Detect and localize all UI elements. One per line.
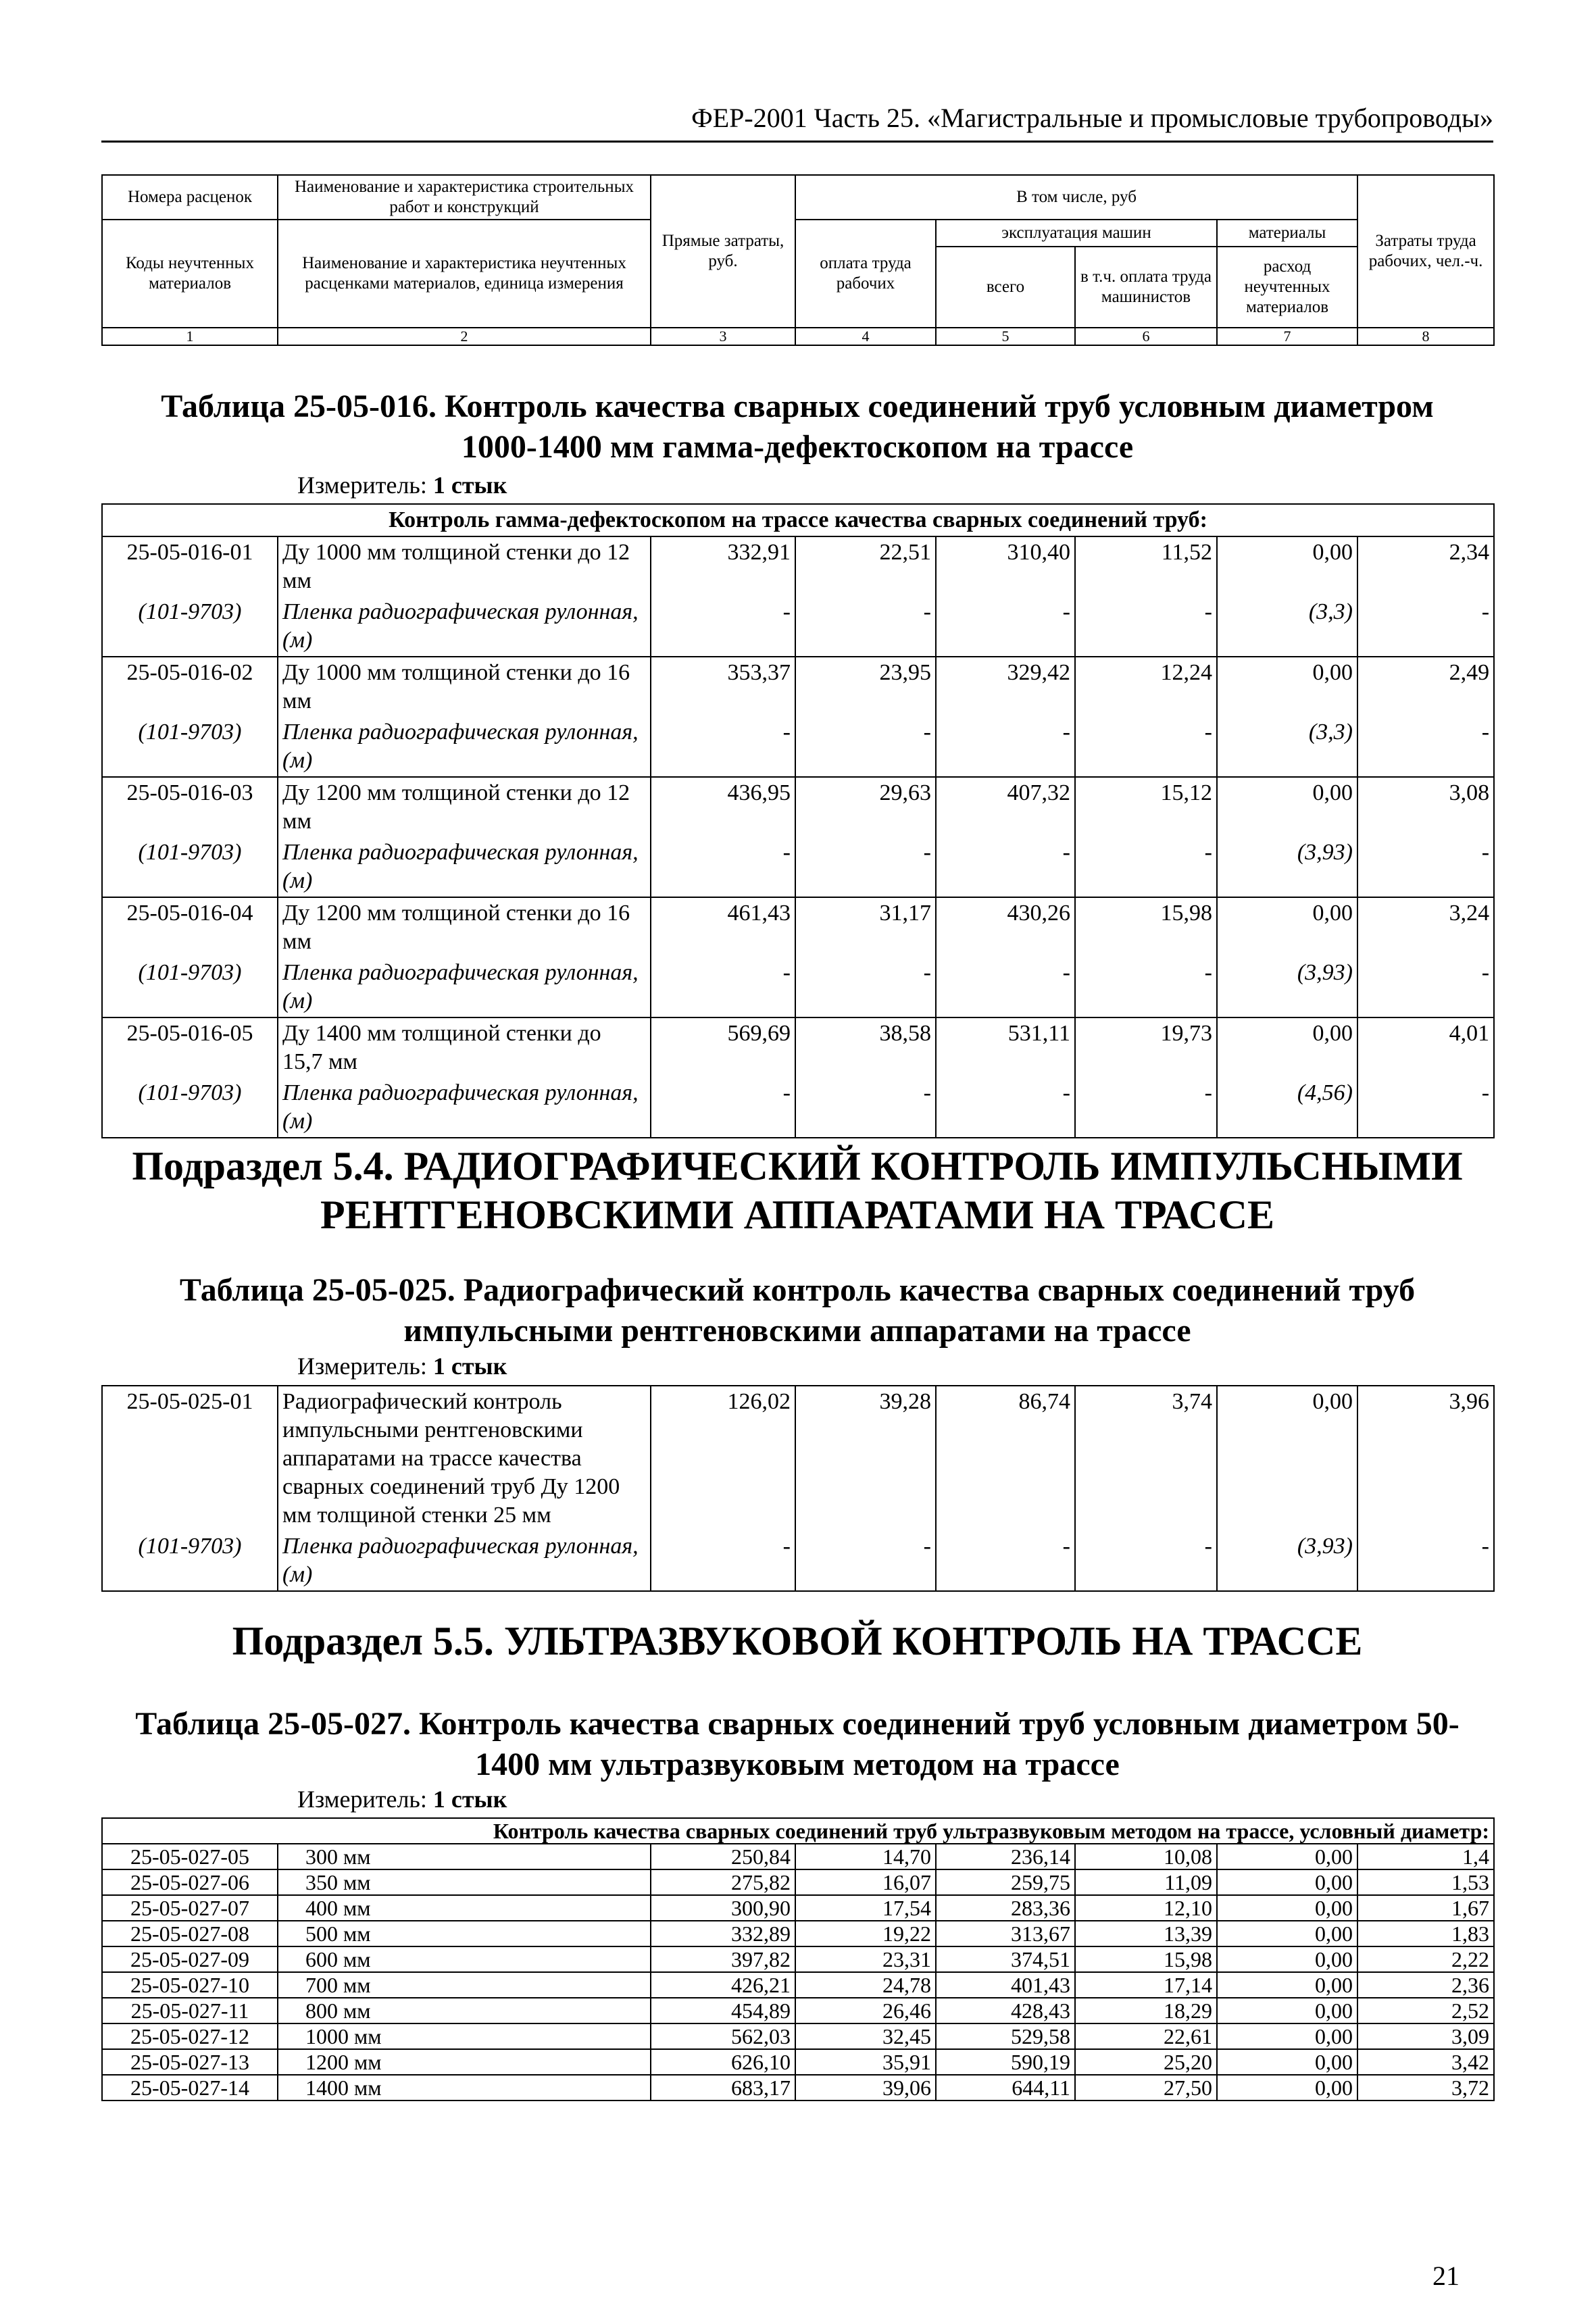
machines-header: эксплуатация машин (936, 220, 1217, 247)
table-025 (101, 1385, 1495, 1592)
column-header-table (101, 174, 1495, 346)
column-numbers-row: 1 2 3 4 5 6 7 8 (102, 328, 1494, 345)
col6: в т.ч. оплата труда машинистов (1075, 247, 1217, 328)
table-row: 25-05-027-10 700 мм 426,21 24,78 401,43 17,14 0,00 2,36 (102, 1972, 1494, 1998)
table-row: 25-05-016-01 Ду 1000 мм толщиной стенки до 12 мм 332,91 22,51 310,40 11,52 0,00 2,34 (102, 536, 1494, 597)
table-025-title: Таблица 25-05-025. Радиографический контроль качества сварных соединений труб импульсными рентгеновскими аппаратами на трассе (179, 1272, 1416, 1349)
table-row: 25-05-016-04 Ду 1200 мм толщиной стенки до 16 мм 461,43 31,17 430,26 15,98 0,00 3,24 (102, 897, 1494, 957)
table-row-material: (101-9703) Пленка радиографическая рулонная, (м) - - - - (4,56) - (102, 1078, 1494, 1138)
col1-top: Номера расценок (102, 175, 278, 220)
materials-header: материалы (1217, 220, 1357, 247)
table-016-title: Таблица 25-05-016. Контроль качества сварных соединений труб условным диаметром 1000-1400 мм гамма-дефектоскопом на трассе (161, 388, 1434, 465)
table-row-material: (101-9703) Пленка радиографическая рулонная, (м) - - - - (3,3) - (102, 717, 1494, 777)
col7: расход неучтенных материалов (1217, 247, 1357, 328)
table-row: 25-05-027-14 1400 мм 683,17 39,06 644,11 27,50 0,00 3,72 (102, 2075, 1494, 2101)
table-row: 25-05-027-05 300 мм 250,84 14,70 236,14 10,08 0,00 1,4 (102, 1844, 1494, 1869)
page-number: 21 (1432, 2261, 1460, 2291)
table-027-meter: Измеритель: 1 стык (297, 1786, 507, 1813)
col4: оплата труда рабочих (795, 220, 936, 328)
table-027 (101, 1817, 1495, 2101)
table-row: 25-05-027-12 1000 мм 562,03 32,45 529,58 22,61 0,00 3,09 (102, 2023, 1494, 2049)
table-row-material: (101-9703) Пленка радиографическая рулонная, (м) - - - - (3,93) - (102, 1531, 1494, 1591)
table-row: 25-05-016-02 Ду 1000 мм толщиной стенки до 16 мм 353,37 23,95 329,42 12,24 0,00 2,49 (102, 657, 1494, 717)
table-027-title: Таблица 25-05-027. Контроль качества сварных соединений труб условным диаметром 50- 1400 мм ультразвуковым методом на трассе (135, 1706, 1460, 1782)
table-row: 25-05-027-13 1200 мм 626,10 35,91 590,19 25,20 0,00 3,42 (102, 2049, 1494, 2075)
page-header (101, 101, 1493, 143)
table-row: 25-05-016-05 Ду 1400 мм толщиной стенки до 15,7 мм 569,69 38,58 531,11 19,73 0,00 4,01 (102, 1017, 1494, 1078)
table-row: 25-05-027-09 600 мм 397,82 23,31 374,51 15,98 0,00 2,22 (102, 1946, 1494, 1972)
doc-title: ФЕР-2001 Часть 25. «Магистральные и промысловые трубопроводы» (691, 103, 1493, 133)
col5: всего (936, 247, 1075, 328)
table-027-subheader: Контроль качества сварных соединений труб ультразвуковым методом на трассе, условный диаметр: (102, 1818, 1494, 1844)
col1-bottom: Коды неучтенных материалов (102, 220, 278, 328)
table-row: 25-05-027-06 350 мм 275,82 16,07 259,75 11,09 0,00 1,53 (102, 1869, 1494, 1895)
table-row-material: (101-9703) Пленка радиографическая рулонная, (м) - - - - (3,3) - (102, 597, 1494, 657)
table-row: 25-05-027-11 800 мм 454,89 26,46 428,43 18,29 0,00 2,52 (102, 1998, 1494, 2023)
col2-bottom: Наименование и характеристика неучтенных расценками материалов, единица измерения (278, 220, 651, 328)
table-row: 25-05-027-08 500 мм 332,89 19,22 313,67 13,39 0,00 1,83 (102, 1921, 1494, 1946)
table-016 (101, 503, 1495, 1138)
table-025-meter: Измеритель: 1 стык (297, 1353, 507, 1380)
table-row-material: (101-9703) Пленка радиографическая рулонная, (м) - - - - (3,93) - (102, 957, 1494, 1017)
col2-top: Наименование и характеристика строительных работ и конструкций (278, 175, 651, 220)
table-row: 25-05-016-03 Ду 1200 мм толщиной стенки до 12 мм 436,95 29,63 407,32 15,12 0,00 3,08 (102, 777, 1494, 837)
col8: Затраты труда рабочих, чел.-ч. (1357, 175, 1494, 328)
incl-header: В том числе, руб (795, 175, 1357, 220)
section-5-5-title: Подраздел 5.5. УЛЬТРАЗВУКОВОЙ КОНТРОЛЬ НА ТРАССЕ (232, 1619, 1363, 1663)
table-016-subheader: Контроль гамма-дефектоскопом на трассе качества сварных соединений труб: (102, 504, 1494, 536)
table-row: 25-05-025-01 Радиографический контроль импульсными рентгеновскими аппаратами на трассе качества сварных соединений труб Ду 1200 мм толщиной стенки 25 мм 126,02 39,28 86,74 3,74 0,00 3,96 (102, 1386, 1494, 1531)
table-016-meter: Измеритель: 1 стык (297, 472, 507, 499)
table-row: 25-05-027-07 400 мм 300,90 17,54 283,36 12,10 0,00 1,67 (102, 1895, 1494, 1921)
section-5-4-title: Подраздел 5.4. РАДИОГРАФИЧЕСКИЙ КОНТРОЛЬ ИМПУЛЬСНЫМИ РЕНТГЕНОВСКИМИ АППАРАТАМИ НА ТРАССЕ (132, 1144, 1463, 1237)
col3: Прямые затраты, руб. (651, 175, 795, 328)
table-row-material: (101-9703) Пленка радиографическая рулонная, (м) - - - - (3,93) - (102, 837, 1494, 897)
